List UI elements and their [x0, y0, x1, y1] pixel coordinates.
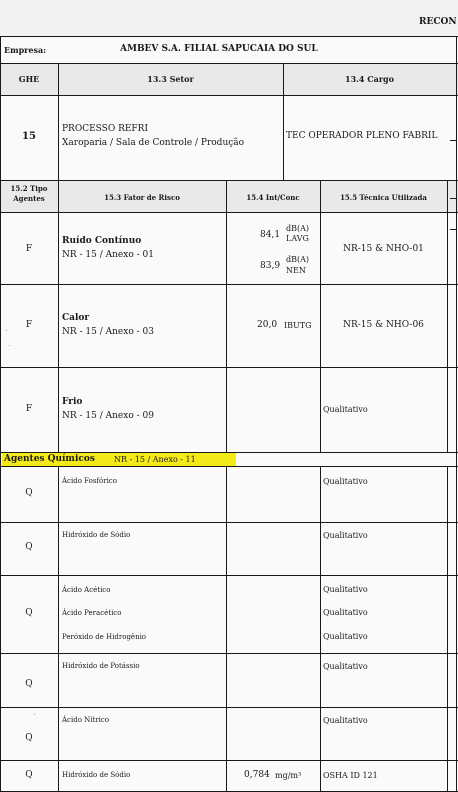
factor-header: 15.3 Fator de Risco	[104, 193, 180, 202]
technique-value: Qualitativo	[323, 716, 368, 725]
intensity-value: 83,9	[260, 261, 281, 271]
company-name: AMBEV S.A. FILIAL SAPUCAIA DO SUL	[120, 44, 318, 54]
header-bar-bg	[0, 0, 458, 36]
intensity-unit-sub: NEN	[286, 266, 306, 275]
risk-type: Q	[25, 542, 33, 552]
risk-type: Q	[25, 733, 33, 743]
intensity-value: 84,1	[260, 230, 281, 240]
technique-value: OSHA ID 121	[323, 771, 378, 780]
chemical-section-ref: NR - 15 / Anexo - 11	[114, 455, 196, 464]
sector-line-1: PROCESSO REFRI	[62, 124, 149, 134]
risk-name: Calor	[62, 313, 90, 323]
chemical-agent: Ácido Fosfórico	[62, 477, 117, 485]
technique-value: Qualitativo	[323, 585, 368, 594]
chemical-agent: Ácido Acético	[62, 586, 111, 594]
risk-name: Frio	[62, 397, 83, 407]
risk-type: Q	[25, 770, 33, 780]
technique-header: 15.5 Técnica Utilizada	[340, 193, 427, 202]
intensity-unit: IBUTG	[284, 321, 312, 330]
role-header: 13.4 Cargo	[345, 74, 394, 84]
risk-type: F	[25, 320, 33, 330]
chemical-agent: Peróxido de Hidrogênio	[62, 633, 147, 641]
technique-value: Qualitativo	[323, 477, 368, 486]
risk-reference: NR - 15 / Anexo - 01	[62, 250, 154, 260]
chemical-agent: Ácido Nítrico	[62, 716, 110, 724]
role-value: TEC OPERADOR PLENO FABRIL	[286, 131, 438, 141]
intensity-unit: dB(A)	[286, 255, 310, 264]
sector-header: 13.3 Setor	[147, 74, 194, 84]
technique-value: Qualitativo	[323, 632, 368, 641]
intensity-unit: mg/m³	[275, 771, 302, 780]
risk-name: Ruído Contínuo	[62, 236, 142, 246]
technique-value: NR-15 & NHO-01	[343, 244, 424, 254]
intensity-value: 0,784	[244, 770, 270, 780]
intensity-header: 15.4 Int/Conc	[246, 193, 300, 202]
risk-type: F	[25, 244, 33, 254]
chemical-agent: Hidróxido de Potássio	[62, 662, 140, 670]
ghe-header: GHE	[18, 74, 40, 84]
company-label: Empresa:	[4, 45, 47, 55]
technique-value: NR-15 & NHO-06	[343, 320, 424, 330]
technique-value: Qualitativo	[323, 405, 368, 414]
risk-type: Q	[25, 488, 33, 498]
chemical-agent: Ácido Peracético	[62, 609, 122, 617]
report-title: RECON	[419, 17, 457, 27]
intensity-value: 20,0	[257, 320, 278, 330]
type-header: 15.2 Tipo Agentes	[10, 184, 48, 203]
chemical-section-title: Agentes Químicos	[4, 454, 95, 464]
risk-type: Q	[25, 608, 33, 618]
risk-reference: NR - 15 / Anexo - 03	[62, 327, 154, 337]
risk-type: Q	[25, 679, 33, 689]
ghe-number: 15	[22, 131, 36, 142]
sector-line-2: Xaroparia / Sala de Controle / Produção	[62, 138, 245, 148]
intensity-unit: dB(A)	[286, 224, 310, 233]
risk-type: F	[25, 404, 33, 414]
chemical-agent: Hidróxido de Sódio	[62, 531, 131, 539]
intensity-unit-sub: LAVG	[286, 234, 309, 243]
risk-reference: NR - 15 / Anexo - 09	[62, 411, 154, 421]
technique-value: Qualitativo	[323, 662, 368, 671]
chemical-agent: Hidróxido de Sódio	[62, 771, 131, 779]
technique-value: Qualitativo	[323, 608, 368, 617]
technique-value: Qualitativo	[323, 531, 368, 540]
